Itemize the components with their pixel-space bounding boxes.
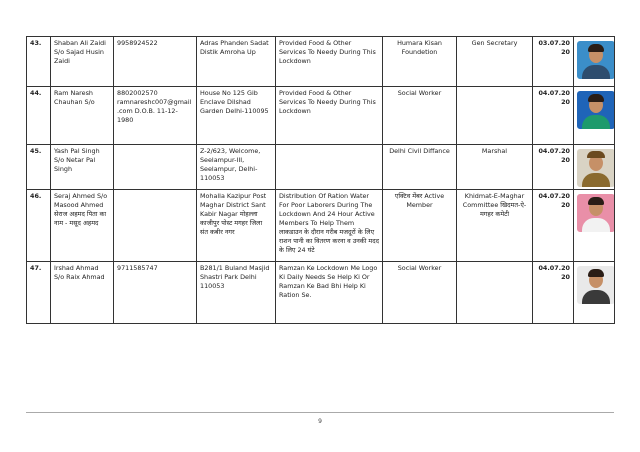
serial-number-cell: 45. xyxy=(27,145,51,190)
serial-number-cell: 46. xyxy=(27,190,51,262)
person-name-cell: Irshad Ahmad S/o Raix Ahmad xyxy=(51,262,114,324)
table-row xyxy=(27,262,615,324)
date-cell: 04.07.2020 xyxy=(533,87,574,145)
photo-cell xyxy=(574,190,615,262)
table-row xyxy=(27,145,615,190)
work-description-cell: Ramzan Ke Lockdown Me Logo Ki Daily Needs Se Help Ki Or Ramzan Ke Bad Bhi Help Ki Ration Se. xyxy=(276,262,383,324)
person-photo xyxy=(577,41,615,79)
person-photo xyxy=(577,266,615,304)
photo-cell xyxy=(574,145,615,190)
serial-number-cell: 47. xyxy=(27,262,51,324)
address-cell: Mohalla Kazipur Post Maghar District Sant Kabir Nagar मोहल्ला काजीपुर पोस्ट मगहर जिला संत कबीर नगर xyxy=(197,190,276,262)
page-number: 9 xyxy=(318,418,322,425)
person-name-cell: Seraj Ahmed S/o Masood Ahmed सेराज अहमद पिता का नाम - मसूद अहमद xyxy=(51,190,114,262)
contact-details-cell xyxy=(114,190,197,262)
work-description-cell xyxy=(276,145,383,190)
contact-details-cell: 8802002570 ramnareshc007@gmail.com D.O.B. 11-12-1980 xyxy=(114,87,197,145)
page-footer xyxy=(26,412,614,425)
table-row xyxy=(27,190,615,262)
designation-cell xyxy=(457,262,533,324)
organization-cell: Humara Kisan Foundetion xyxy=(383,37,457,87)
person-name-cell: Ram Naresh Chauhan S/o xyxy=(51,87,114,145)
organization-cell: Social Worker xyxy=(383,87,457,145)
date-cell: 03.07.2020 xyxy=(533,37,574,87)
designation-cell: Khidmat-E-Maghar Committee खिदमत-ऐ-मगहर कमेटी xyxy=(457,190,533,262)
photo-cell xyxy=(574,37,615,87)
organization-cell: Delhi Civil Diffance xyxy=(383,145,457,190)
work-description-cell: Provided Food & Other Services To Needy During This Lockdown xyxy=(276,87,383,145)
person-photo xyxy=(577,194,615,232)
designation-cell: Marshal xyxy=(457,145,533,190)
contact-details-cell: 9958924522 xyxy=(114,37,197,87)
contact-details-cell xyxy=(114,145,197,190)
person-name-cell: Shaban Ali Zaidi S/o Sajad Husin Zaidi xyxy=(51,37,114,87)
address-cell: B281/1 Buland Masjid Shastri Park Delhi 110053 xyxy=(197,262,276,324)
table-row xyxy=(27,87,615,145)
organization-cell: Social Worker xyxy=(383,262,457,324)
organization-cell: एक्टिव मेंबर Active Member xyxy=(383,190,457,262)
work-description-cell: Distribution Of Ration Water For Poor Laborers During The Lockdown And 24 Hour Active Members To Help Them लाकडाउन के दौरान गरीब मजदूरों के लिए राशन पानी का वितरण करना व उनकी मदद के लिए 24 घंटे xyxy=(276,190,383,262)
photo-cell xyxy=(574,87,615,145)
table-row xyxy=(27,37,615,87)
date-cell: 04.07.2020 xyxy=(533,145,574,190)
date-cell: 04.07.2020 xyxy=(533,262,574,324)
address-cell: House No 125 Gib Enclave Dilshad Garden Delhi-110095 xyxy=(197,87,276,145)
work-description-cell: Provided Food & Other Services To Needy During This Lockdown xyxy=(276,37,383,87)
serial-number-cell: 44. xyxy=(27,87,51,145)
contact-details-cell: 9711585747 xyxy=(114,262,197,324)
photo-cell xyxy=(574,262,615,324)
records-table xyxy=(26,36,615,324)
serial-number-cell: 43. xyxy=(27,37,51,87)
designation-cell: Gen Secretary xyxy=(457,37,533,87)
date-cell: 04.07.2020 xyxy=(533,190,574,262)
address-cell: Z-2/623, Welcome, Seelampur-III, Seelampur, Delhi-110053 xyxy=(197,145,276,190)
person-photo xyxy=(577,149,615,187)
person-name-cell: Yash Pal Singh S/o Netar Pal Singh xyxy=(51,145,114,190)
person-photo xyxy=(577,91,615,129)
designation-cell xyxy=(457,87,533,145)
address-cell: Adras Phanden Sadat Distik Amroha Up xyxy=(197,37,276,87)
